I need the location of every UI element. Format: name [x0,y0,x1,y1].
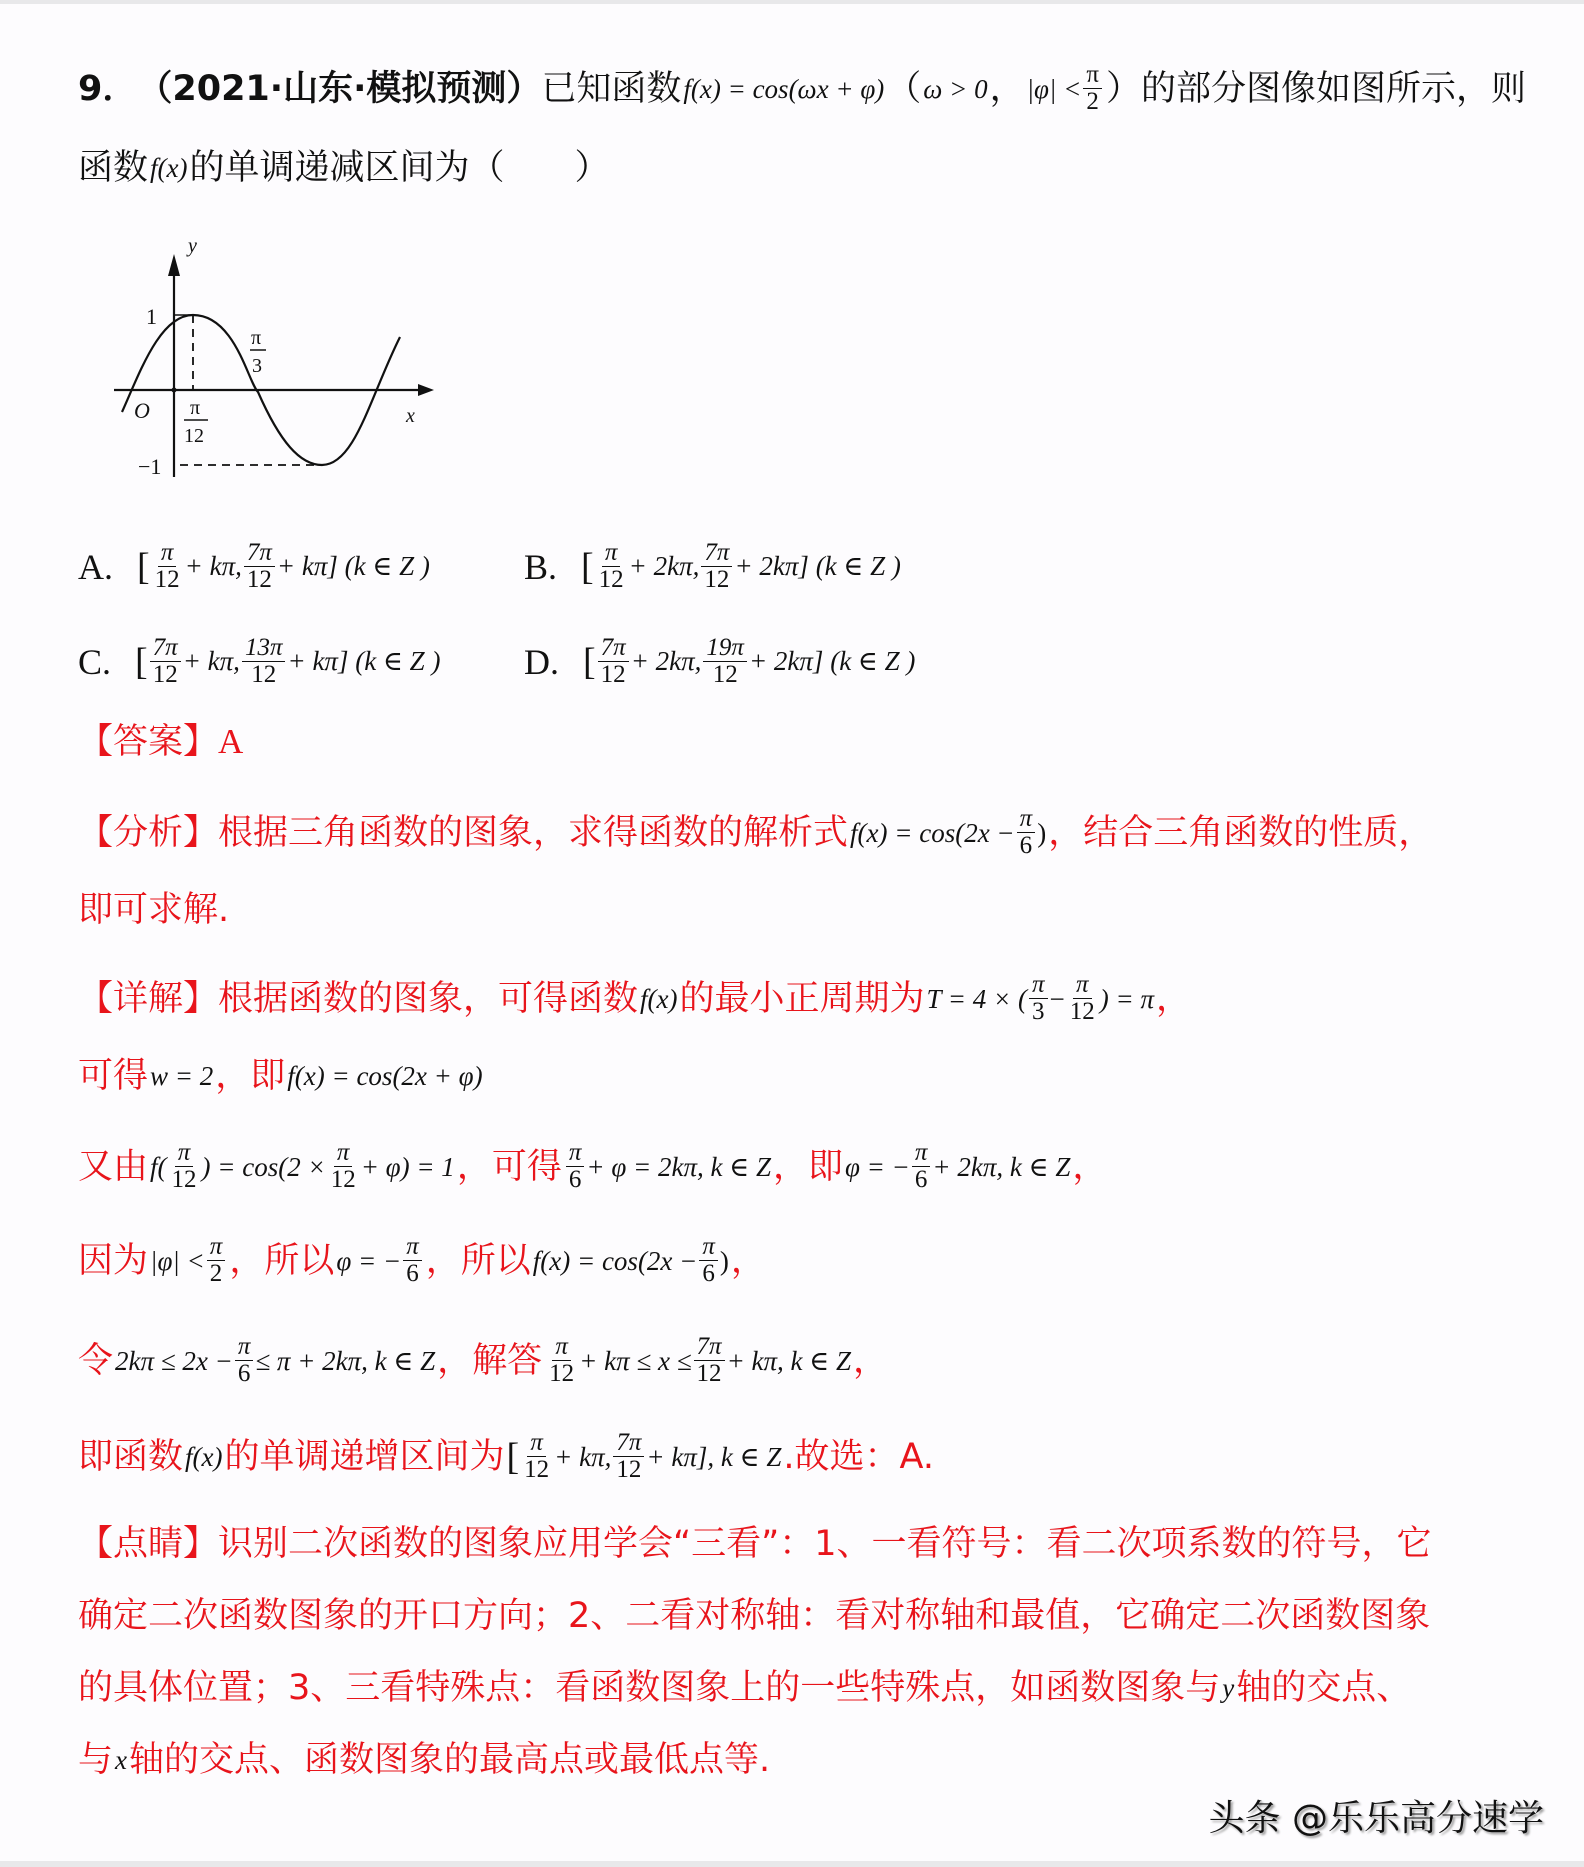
formula: f( $\frac{\pi}{12}$ ) = cos(2 × $\frac{\pi}{12}$ + φ) = 1 [150,1139,455,1193]
formula: |φ| < $\frac{\pi}{2}$ [150,1234,227,1287]
option-letter: C. [78,641,112,682]
text: ，所以 [425,1240,531,1281]
option-letter: A. [78,546,113,587]
text: ， [853,1340,889,1381]
text: 可得 [78,1056,149,1096]
text: ，即 [215,1056,286,1096]
formula: φ = − $\frac{\pi}{6}$ + 2kπ, k ∈ Z [845,1139,1071,1193]
detail-label: 【详解】 [78,978,219,1019]
variable: x [115,1745,127,1775]
svg-text:y: y [188,235,197,257]
option-letter: D. [524,641,559,682]
svg-text:π: π [190,397,201,419]
analysis-line-2 [78,890,229,930]
svg-text:x: x [406,405,415,427]
tip-label: 【点睛】 [78,1524,219,1564]
detail-line-5 [78,1334,888,1387]
phi-condition: |φ| < $\frac{\pi}{2}$ [1027,62,1104,115]
detail-line-6 [78,1430,934,1483]
formula: f(x) = cos(2x − $\frac{\pi}{6}$ ) [532,1233,729,1287]
option-expression: [ $\frac{7\pi}{12}$ + kπ, $\frac{13\pi}{12}$ + kπ] (k ∈ Z ) [135,634,441,688]
detail-line-1 [78,972,1191,1025]
text: 又由 [78,1146,149,1187]
tip-line-3 [78,1668,1411,1708]
omega-condition: ω > 0 [923,73,988,104]
text: 的单调递减区间为（ ） [189,148,610,188]
sine-graph-svg [100,232,440,492]
option-c[interactable] [78,635,442,688]
answer-line [78,722,243,762]
text: ，所以 [229,1240,335,1281]
function-name: f(x) [150,153,188,183]
watermark: 头条 @乐乐高分速学 [1208,1798,1544,1839]
svg-text:π: π [251,327,262,349]
text: 令 [78,1340,114,1381]
option-expression: [ $\frac{\pi}{12}$ + kπ, $\frac{7\pi}{12}$ + kπ] (k ∈ Z ) [137,539,430,593]
text: 即可求解. [78,890,230,930]
text: 函数 [78,148,149,188]
option-expression: [ $\frac{7\pi}{12}$ + 2kπ, $\frac{19\pi}{12}$ + 2kπ] (k ∈ Z ) [583,634,916,688]
option-expression: [ $\frac{\pi}{12}$ + 2kπ, $\frac{7\pi}{12}$ + 2kπ] (k ∈ Z ) [581,539,901,593]
bottom-border [0,1861,1584,1867]
svg-text:3: 3 [252,355,262,377]
top-border [0,0,1584,4]
question-number: 9． [78,68,138,109]
function-graph [100,232,440,492]
variable: y [1222,1673,1235,1703]
text: .故选：A. [783,1436,934,1477]
text: ，结合三角函数的性质， [1048,812,1434,853]
formula: w = 2 [150,1061,214,1091]
formula: [ $\frac{\pi}{12}$ + kπ, $\frac{7\pi}{12}$ + kπ], k ∈ Z [506,1429,782,1483]
x-axis-arrow-icon [418,384,434,396]
text: ， [730,1240,766,1281]
y-axis-arrow-icon [168,254,180,276]
question-line-1 [78,62,1526,115]
text: ， [1156,978,1192,1019]
svg-text:1: 1 [146,304,157,329]
text: 识别二次函数的图象应用学会“三看”：1、一看符号：看二次项系数的符号，它 [218,1524,1432,1564]
text: ，解答 [437,1340,543,1381]
text: 因为 [78,1240,149,1281]
text: 即函数 [78,1436,184,1477]
svg-text:12: 12 [184,425,204,447]
formula: f(x) = cos(2x + φ) [287,1061,483,1091]
answer-value: A [218,722,244,761]
detail-line-4 [78,1234,766,1287]
text: ，即 [772,1146,843,1187]
analysis-line-1 [78,806,1433,859]
text: 轴的交点、 [1236,1668,1412,1708]
detail-line-2 [78,1056,485,1096]
formula: $\frac{\pi}{6}$ + φ = 2kπ, k ∈ Z [564,1140,771,1193]
option-a[interactable] [78,540,432,593]
option-d[interactable] [524,635,917,688]
tip-line-1 [78,1524,1432,1564]
text: 的具体位置；3、三看特殊点：看函数图象上的一些特殊点，如函数图象与 [78,1668,1221,1708]
question-line-2 [78,148,610,188]
text: 的最小正周期为 [679,978,925,1019]
paren: （ [886,68,922,109]
formula: φ = − $\frac{\pi}{6}$ [336,1234,423,1287]
text: ， [1072,1146,1108,1187]
formula: 2kπ ≤ 2x − $\frac{\pi}{6}$ ≤ π + 2kπ, k ∈ Z [115,1333,436,1387]
formula: $\frac{\pi}{12}$ + kπ ≤ x ≤ $\frac{7\pi}{12}$ + kπ, k ∈ Z [549,1333,852,1387]
text: 根据函数的图象，可得函数 [218,978,639,1019]
question-text: 已知函数 [541,68,682,109]
formula: f(x) = cos(2x − $\frac{\pi}{6}$ ) [850,805,1047,859]
tip-line-4 [78,1740,770,1780]
answer-label: 【答案】 [78,722,219,762]
option-letter: B. [524,546,558,587]
question-text-2: ）的部分图像如图所示，则 [1105,68,1526,109]
svg-text:O: O [134,398,150,423]
detail-line-3 [78,1140,1107,1193]
formula: f(x) [185,1441,223,1472]
text: 轴的交点、函数图象的最高点或最低点等. [129,1740,771,1780]
formula: f(x) [640,983,678,1014]
text: 确定二次函数图象的开口方向；2、二看对称轴：看对称轴和最值，它确定二次函数图象 [78,1596,1431,1636]
text: 根据三角函数的图象，求得函数的解析式 [218,812,849,853]
text: 与 [78,1740,114,1780]
function-formula: f(x) = cos(ωx + φ) [683,73,885,104]
separator: ， [989,68,1025,109]
option-b[interactable] [524,540,903,593]
tip-line-2 [78,1596,1430,1636]
text: 的单调递增区间为 [224,1436,505,1477]
analysis-label: 【分析】 [78,812,219,853]
text: ，可得 [456,1146,562,1187]
question-source: （2021·山东·模拟预测） [137,68,542,109]
svg-text:−1: −1 [138,454,162,479]
formula: T = 4 × ( $\frac{\pi}{3}$ − $\frac{\pi}{12}$ ) = π [926,971,1154,1025]
